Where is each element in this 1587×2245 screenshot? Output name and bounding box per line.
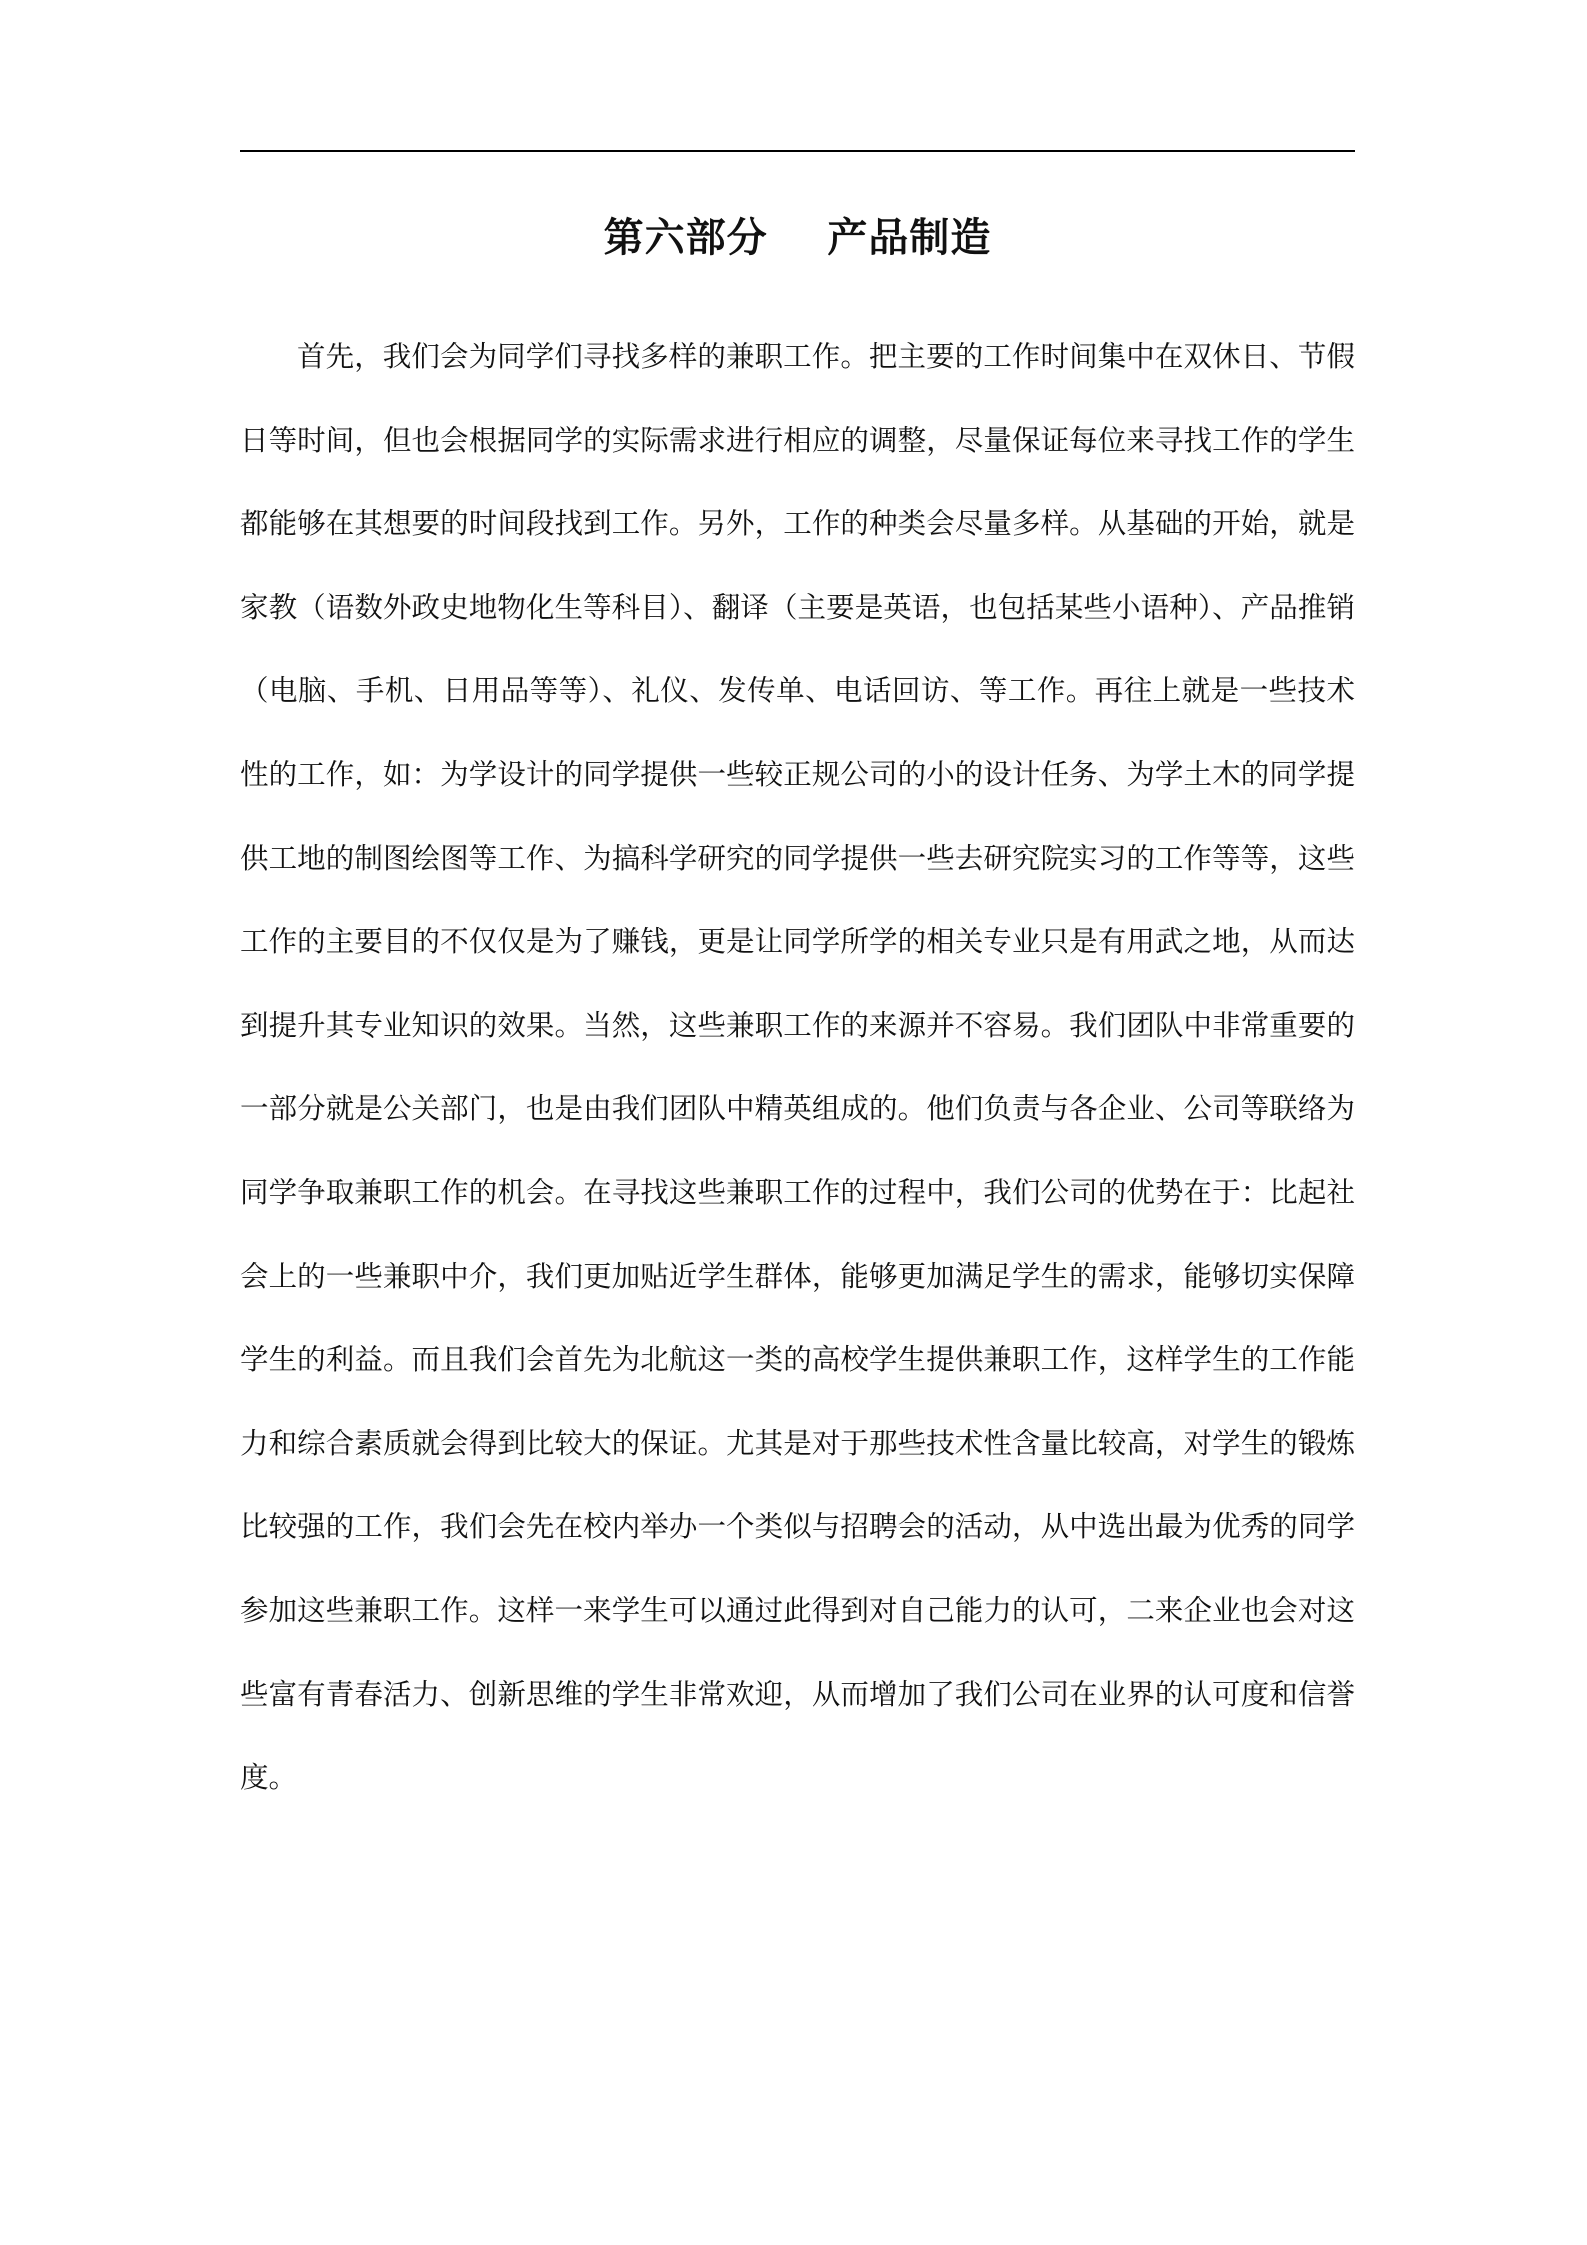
header-rule [240,150,1355,152]
section-title: 第六部分 产品制造 [603,215,992,261]
body-paragraph: 首先，我们会为同学们寻找多样的兼职工作。把主要的工作时间集中在双休日、节假日等时间，但也会根据同学的实际需求进行相应的调整，尽量保证每位来寻找工作的学生都能够在其想要的时间段找到工作。另外，工作的种类会尽量多样。从基础的开始，就是家教（语数外政史地物化生等科目）、翻译（主要是英语，也包括某些小语种）、产品推销（电脑、手机、日用品等等）、礼仪、发传单、电话回访、等工作。再往上就是一些技术性的工作，如：为学设计的同学提供一些较正规公司的小的设计任务、为学土木的同学提供工地的制图绘图等工作、为搞科学研究的同学提供一些去研究院实习的工作等等，这些工作的主要目的不仅仅是为了赚钱，更是让同学所学的相关专业只是有用武之地，从而达到提升其专业知识的效果。当然，这些兼职工作的来源并不容易。我们团队中非常重要的一部分就是公关部门，也是由我们团队中精英组成的。他们负责与各企业、公司等联络为同学争取兼职工作的机会。在寻找这些兼职工作的过程中，我们公司的优势在于：比起社会上的一些兼职中介，我们更加贴近学生群体，能够更加满足学生的需求，能够切实保障学生的利益。而且我们会首先为北航这一类的高校学生提供兼职工作，这样学生的工作能力和综合素质就会得到比较大的保证。尤其是对于那些技术性含量比较高，对学生的锻炼比较强的工作，我们会先在校内举办一个类似与招聘会的活动，从中选出最为优秀的同学参加这些兼职工作。这样一来学生可以通过此得到对自己能力的认可，二来企业也会对这些富有青春活力、创新思维的学生非常欢迎，从而增加了我们公司在业界的认可度和信誉度。 [240,340,1355,1795]
